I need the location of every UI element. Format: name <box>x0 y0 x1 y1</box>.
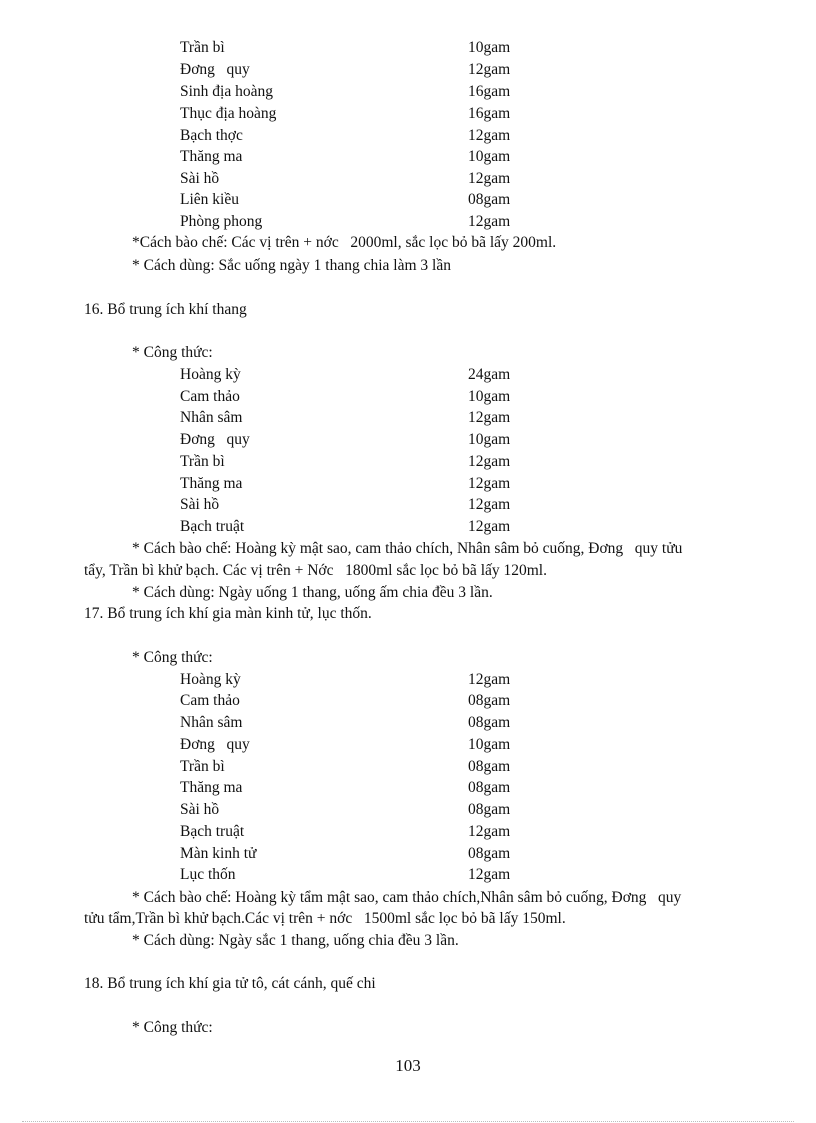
ingredient-dose: 08gam <box>468 758 511 775</box>
usage-text: * Cách dùng: Ngày uống 1 thang, uống ấm chia đều 3 lần. <box>132 584 493 601</box>
preparation-text-line-2: tửu tẩm,Trần bì khử bạch.Các vị trên + nớc 1500ml sắc lọc bỏ bã lấy 150ml. <box>84 910 566 927</box>
ingredient-dose: 12gam <box>468 823 511 840</box>
ingredient-name: Cam thảo <box>180 388 240 405</box>
ingredient-name: Thăng ma <box>180 148 243 165</box>
ingredient-dose: 12gam <box>468 671 511 688</box>
ingredient-name: Hoàng kỳ <box>180 671 241 688</box>
ingredient-dose: 10gam <box>468 388 511 405</box>
ingredient-name: Thục địa hoàng <box>180 105 277 122</box>
ingredient-dose: 10gam <box>468 736 511 753</box>
ingredient-dose: 12gam <box>468 475 511 492</box>
ingredient-name: Lục thốn <box>180 866 236 883</box>
ingredient-name: Phòng phong <box>180 213 263 230</box>
page-number: 103 <box>395 1056 421 1075</box>
ingredient-dose: 08gam <box>468 779 511 796</box>
ingredient-name: Nhân sâm <box>180 714 243 731</box>
ingredient-name: Bạch thợc <box>180 127 243 144</box>
section-heading: 17. Bổ trung ích khí gia màn kinh tử, lục thốn. <box>84 605 372 622</box>
ingredient-name: Liên kiều <box>180 191 239 208</box>
ingredient-dose: 24gam <box>468 366 511 383</box>
formula-label: * Công thức: <box>132 649 213 666</box>
ingredient-name: Đơng quy <box>180 431 250 448</box>
formula-label: * Công thức: <box>132 1019 213 1036</box>
ingredient-dose: 16gam <box>468 105 511 122</box>
ingredient-dose: 12gam <box>468 866 511 883</box>
ingredient-dose: 08gam <box>468 692 511 709</box>
ingredient-name: Thăng ma <box>180 475 243 492</box>
ingredient-name: Đơng quy <box>180 61 250 78</box>
ingredient-dose: 08gam <box>468 801 511 818</box>
ingredient-name: Nhân sâm <box>180 409 243 426</box>
preparation-text: *Cách bào chế: Các vị trên + nớc 2000ml, sắc lọc bỏ bã lấy 200ml. <box>132 234 557 251</box>
ingredient-dose: 08gam <box>468 191 511 208</box>
ingredient-name: Sài hồ <box>180 170 220 187</box>
ingredient-name: Cam thảo <box>180 692 240 709</box>
ingredient-name: Bạch truật <box>180 823 245 840</box>
usage-text: * Cách dùng: Ngày sắc 1 thang, uống chia đều 3 lần. <box>132 932 459 949</box>
ingredient-name: Hoàng kỳ <box>180 366 241 383</box>
ingredient-name: Bạch truật <box>180 518 245 535</box>
ingredient-name: Trần bì <box>180 758 225 775</box>
formula-label: * Công thức: <box>132 344 213 361</box>
ingredient-dose: 08gam <box>468 714 511 731</box>
preparation-text-line-2: tẩy, Trần bì khử bạch. Các vị trên + Nớc 1800ml sắc lọc bỏ bã lấy 120ml. <box>84 562 547 579</box>
ingredient-dose: 12gam <box>468 518 511 535</box>
page-bottom-divider <box>22 1121 794 1122</box>
ingredient-name: Trần bì <box>180 453 225 470</box>
ingredient-dose: 12gam <box>468 170 511 187</box>
section-heading: 16. Bổ trung ích khí thang <box>84 301 247 318</box>
ingredient-dose: 08gam <box>468 845 511 862</box>
preparation-text-line-1: * Cách bào chế: Hoàng kỳ mật sao, cam thảo chích, Nhân sâm bỏ cuống, Đơng quy tửu <box>132 540 683 557</box>
ingredient-dose: 12gam <box>468 409 511 426</box>
ingredient-dose: 12gam <box>468 453 511 470</box>
preparation-text-line-1: * Cách bào chế: Hoàng kỳ tẩm mật sao, cam thảo chích,Nhân sâm bỏ cuống, Đơng quy <box>132 889 682 906</box>
ingredient-dose: 10gam <box>468 39 511 56</box>
ingredient-name: Thăng ma <box>180 779 243 796</box>
ingredient-dose: 10gam <box>468 148 511 165</box>
ingredient-dose: 12gam <box>468 213 511 230</box>
ingredient-name: Sinh địa hoàng <box>180 83 273 100</box>
ingredient-name: Đơng quy <box>180 736 250 753</box>
section-heading: 18. Bổ trung ích khí gia tử tô, cát cánh, quế chi <box>84 975 376 992</box>
ingredient-dose: 16gam <box>468 83 511 100</box>
ingredient-dose: 12gam <box>468 127 511 144</box>
usage-text: * Cách dùng: Sắc uống ngày 1 thang chia làm 3 lần <box>132 257 451 274</box>
ingredient-dose: 10gam <box>468 431 511 448</box>
ingredient-dose: 12gam <box>468 61 511 78</box>
ingredient-name: Màn kinh tử <box>180 845 257 862</box>
ingredient-name: Sài hồ <box>180 496 220 513</box>
ingredient-dose: 12gam <box>468 496 511 513</box>
ingredient-name: Trần bì <box>180 39 225 56</box>
ingredient-name: Sài hồ <box>180 801 220 818</box>
